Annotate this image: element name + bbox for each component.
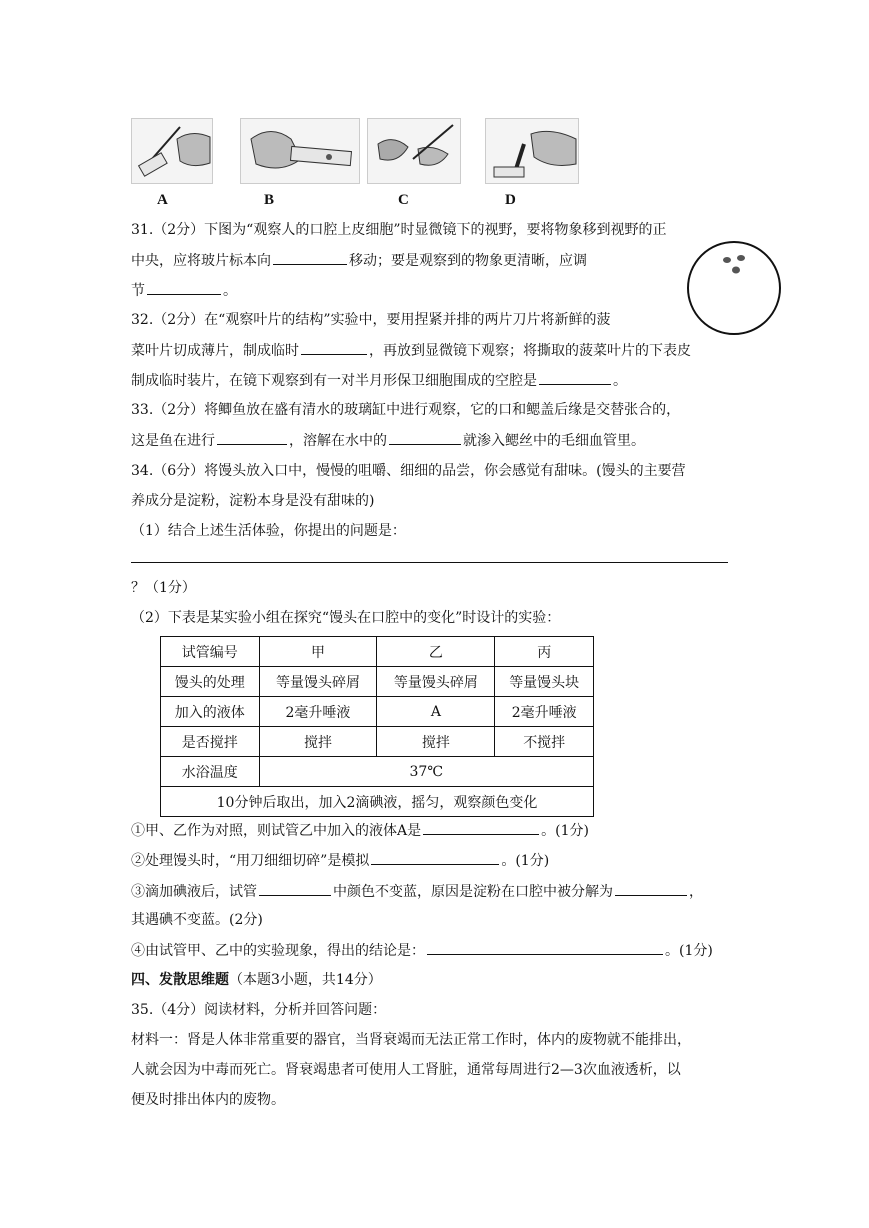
table-cell: 10分钟后取出，加入2滴碘液，摇匀，观察颜色变化 <box>161 787 594 817</box>
q34-line2: 养成分是淀粉，淀粉本身是没有甜味的) <box>131 493 375 509</box>
q31-line1: 31.（2分）下图为“观察人的口腔上皮细胞”时显微镜下的视野，要将物象移到视野的正 <box>131 222 667 238</box>
figure-label-b: B <box>264 192 275 208</box>
q31-line2 <box>131 250 587 271</box>
table-row <box>161 757 594 787</box>
q33-line2 <box>131 430 645 451</box>
q35-line1: 35.（4分）阅读材料，分析并回答问题： <box>131 1002 387 1018</box>
section-heading <box>131 970 382 990</box>
answer-blank[interactable] <box>273 250 347 265</box>
hand-tweezers-icon <box>368 119 460 183</box>
figure-label-c: C <box>398 192 409 208</box>
q35-line4: 便及时排出体内的废物。 <box>131 1092 285 1108</box>
answer-blank[interactable] <box>389 430 461 445</box>
figure-label-d: D <box>505 192 516 208</box>
answer-blank[interactable] <box>301 340 367 355</box>
table-cell: A <box>377 697 495 727</box>
table-cell: 乙 <box>377 637 495 667</box>
q32-text: 制成临时装片，在镜下观察到有一对半月形保卫细胞围成的空腔是 <box>131 373 537 389</box>
table-cell: 水浴温度 <box>161 757 260 787</box>
hand-slide-icon <box>132 119 212 183</box>
q34-text: ①甲、乙作为对照，则试管乙中加入的液体A是 <box>131 823 422 839</box>
q31-line3 <box>131 280 237 301</box>
q33-text: ，溶解在水中的 <box>289 433 387 449</box>
table-cell: 等量馒头碎屑 <box>377 667 495 697</box>
experiment-table <box>160 636 594 817</box>
q34-text: ④由试管甲、乙中的实验现象，得出的结论是： <box>131 943 425 959</box>
figure-c-image <box>367 118 461 184</box>
q32-line3 <box>131 370 627 391</box>
table-cell: 馒头的处理 <box>161 667 260 697</box>
q34-answer-line[interactable] <box>131 562 728 563</box>
hand-dropper-icon <box>486 119 578 183</box>
q34-text: ②处理馒头时，“用刀细细切碎”是模拟 <box>131 853 370 869</box>
table-cell: 不搅拌 <box>495 727 594 757</box>
answer-blank[interactable] <box>539 370 611 385</box>
q33-line1: 33.（2分）将鲫鱼放在盛有清水的玻璃缸中进行观察，它的口和鳃盖后缘是交替张合的， <box>131 402 681 418</box>
answer-blank[interactable] <box>427 940 663 955</box>
q32-text: ，再放到显微镜下观察；将撕取的菠菜叶片的下表皮 <box>369 343 691 359</box>
q34-sub1: （1）结合上述生活体验，你提出的问题是： <box>131 523 406 539</box>
q34-text: 中颜色不变蓝，原因是淀粉在口腔中被分解为 <box>333 884 613 900</box>
q34-item3 <box>131 881 703 902</box>
section-title: 四、发散思维题 <box>131 972 229 988</box>
answer-blank[interactable] <box>147 280 221 295</box>
q34-text: ③滴加碘液后，试管 <box>131 884 257 900</box>
answer-blank[interactable] <box>423 820 539 835</box>
q34-text: ， <box>689 884 703 900</box>
table-cell: 甲 <box>259 637 377 667</box>
q33-text: 就渗入鳃丝中的毛细血管里。 <box>463 433 645 449</box>
table-cell: 搅拌 <box>259 727 377 757</box>
microscope-field-image <box>686 240 782 336</box>
q34-item2 <box>131 850 549 871</box>
q32-line1: 32.（2分）在“观察叶片的结构”实验中，要用捏紧并排的两片刀片将新鲜的菠 <box>131 312 611 328</box>
q34-sub1-end: ？（1分） <box>131 580 196 596</box>
q34-text: 。(1分) <box>665 943 713 959</box>
figure-b-image <box>240 118 360 184</box>
q31-text: 移动；要是观察到的物象更清晰，应调 <box>349 253 587 269</box>
q32-text: 。 <box>613 373 627 389</box>
q34-sub2: （2）下表是某实验小组在探究“馒头在口腔中的变化”时设计的实验： <box>131 610 561 626</box>
answer-blank[interactable] <box>217 430 287 445</box>
figure-d-image <box>485 118 579 184</box>
table-cell: 等量馒头碎屑 <box>259 667 377 697</box>
q31-text: 节 <box>131 283 145 299</box>
table-cell: 37℃ <box>259 757 593 787</box>
q34-line1: 34.（6分）将馒头放入口中，慢慢的咀嚼、细细的品尝，你会感觉有甜味。(馒头的主要营 <box>131 463 686 479</box>
table-row <box>161 727 594 757</box>
q31-text: 中央，应将玻片标本向 <box>131 253 271 269</box>
answer-blank[interactable] <box>615 881 687 896</box>
q34-item4 <box>131 940 713 961</box>
table-cell: 丙 <box>495 637 594 667</box>
table-row <box>161 697 594 727</box>
table-cell: 加入的液体 <box>161 697 260 727</box>
q34-text: 。(1分) <box>541 823 589 839</box>
q34-text: 。(1分) <box>501 853 550 869</box>
q33-text: 这是鱼在进行 <box>131 433 215 449</box>
q34-item1 <box>131 820 589 841</box>
section-note: （本题3小题，共14分） <box>229 972 382 988</box>
table-cell: 等量馒头块 <box>495 667 594 697</box>
q35-line2: 材料一：肾是人体非常重要的器官，当肾衰竭而无法正常工作时，体内的废物就不能排出， <box>131 1032 691 1048</box>
table-cell: 2毫升唾液 <box>495 697 594 727</box>
table-cell: 试管编号 <box>161 637 260 667</box>
table-row <box>161 787 594 817</box>
table-cell: 搅拌 <box>377 727 495 757</box>
table-row <box>161 667 594 697</box>
figure-a-image <box>131 118 213 184</box>
q32-text: 菜叶片切成薄片，制成临时 <box>131 343 299 359</box>
q31-text: 。 <box>223 283 237 299</box>
q34-item3-cont: 其遇碘不变蓝。(2分) <box>131 912 263 928</box>
q32-line2 <box>131 340 691 361</box>
figure-label-a: A <box>157 192 168 208</box>
answer-blank[interactable] <box>371 850 499 865</box>
table-cell: 是否搅拌 <box>161 727 260 757</box>
table-row <box>161 637 594 667</box>
hand-slide-icon <box>241 119 359 183</box>
table-cell: 2毫升唾液 <box>259 697 377 727</box>
q35-line3: 人就会因为中毒而死亡。肾衰竭患者可使用人工肾脏，通常每周进行2—3次血液透析，以 <box>131 1062 681 1078</box>
answer-blank[interactable] <box>259 881 331 896</box>
